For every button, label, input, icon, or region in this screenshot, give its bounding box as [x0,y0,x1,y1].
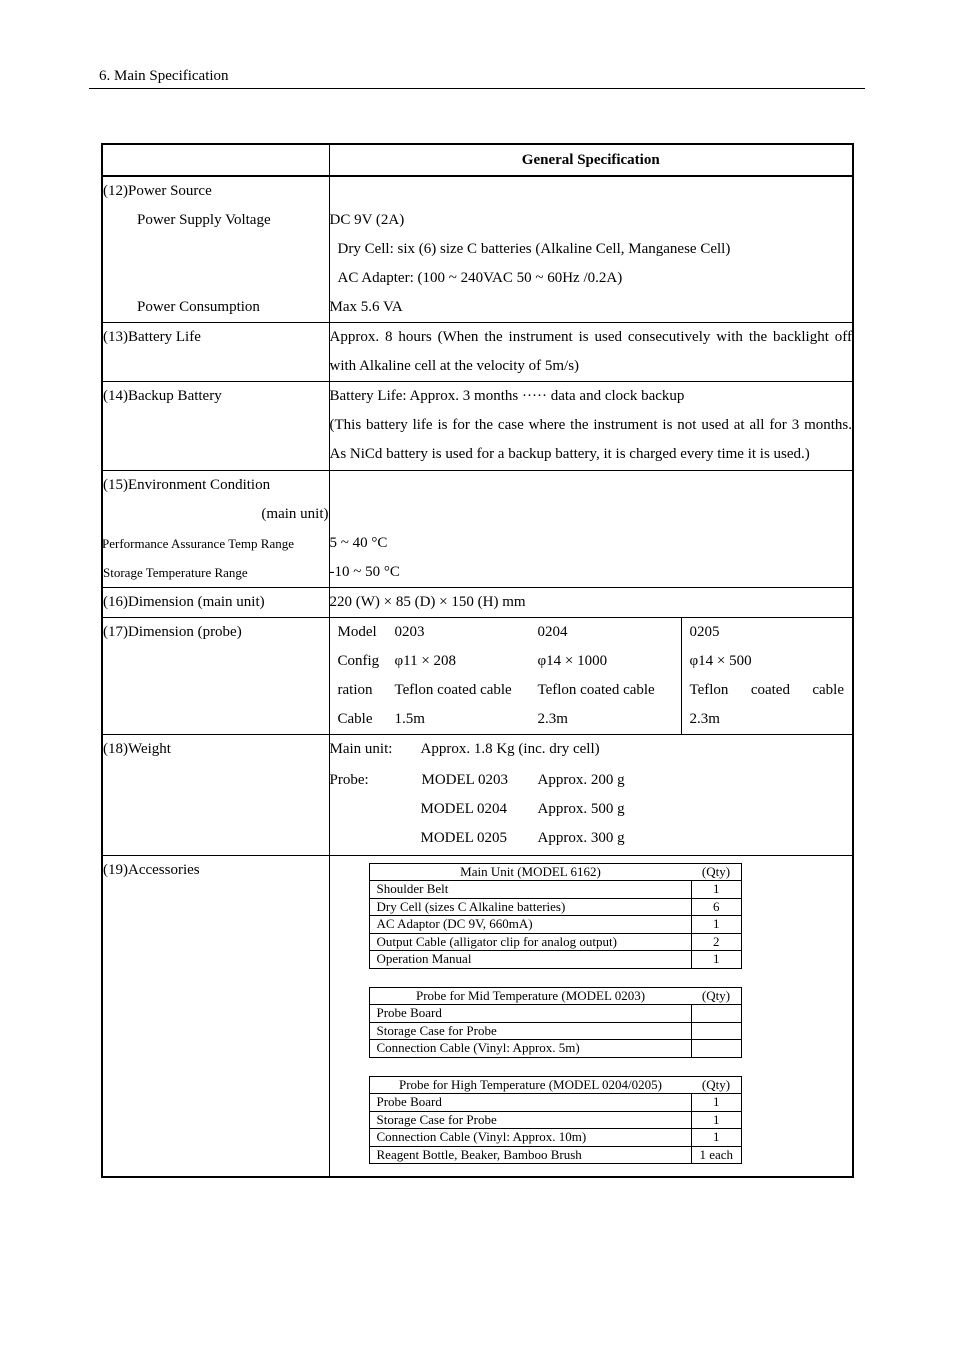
probe-cable: 1.5m [394,710,425,727]
spec-label-cell [102,176,329,323]
probe-cable: 2.3m [537,710,568,727]
weight-probe-value: Approx. 500 g [537,800,625,817]
environment-perf-label: Performance Assurance Temp Range [102,535,294,551]
spec-value-cell [329,470,853,587]
spec-row-battery-life [102,323,853,382]
accessory-item-name: Probe Board [369,1005,692,1023]
weight-probe-model: MODEL 0205 [420,829,508,846]
probe-row-label: ration [337,681,373,698]
table-header-row [102,144,853,176]
spec-value-cell [329,323,853,382]
accessory-item-qty: 1 [692,1094,742,1112]
accessory-qty-header: (Qty) [692,987,742,1005]
environment-storage-value: -10 ~ 50 °C [329,563,400,580]
accessory-item-qty: 1 [692,951,742,969]
accessory-item-name: Storage Case for Probe [369,1111,692,1129]
power-supply-label: Power Supply Voltage [137,212,271,228]
spec-row-environment [102,470,853,587]
spec-label-cell [102,382,329,470]
spec-row-accessories [102,855,853,1177]
spec-value-cell [329,617,853,734]
accessory-item-qty: 1 [692,916,742,934]
accessory-group-title: Probe for High Temperature (MODEL 0204/0205) [369,1076,692,1094]
battery-life-label: (13)Battery Life [103,329,201,345]
accessory-item-qty [692,1040,742,1058]
power-ac-adapter: AC Adapter: (100 ~ 240VAC 50 ~ 60Hz /0.2A) [337,270,623,286]
accessories-label: (19)Accessories [103,861,200,878]
accessory-item-name: Connection Cable (Vinyl: Approx. 5m) [369,1040,692,1058]
accessory-item-qty: 2 [692,933,742,951]
accessory-item-name: Reagent Bottle, Beaker, Bamboo Brush [369,1146,692,1164]
accessory-item-qty: 6 [692,898,742,916]
dimension-main-value: 220 (W) × 85 (D) × 150 (H) mm [329,593,526,610]
spec-row-dimension-probe [102,617,853,734]
accessory-item-name: Shoulder Belt [369,881,692,899]
accessory-table-high-temp-probe [369,1076,742,1165]
probe-column-0205 [681,618,853,734]
probe-row-label: Cable [337,710,373,727]
accessory-item-qty [692,1005,742,1023]
probe-cable: 2.3m [689,710,720,727]
accessory-item-name: Connection Cable (Vinyl: Approx. 10m) [369,1129,692,1147]
spec-value-cell [329,176,853,323]
environment-sub: (main unit) [261,505,329,522]
accessory-item-name: Dry Cell (sizes C Alkaline batteries) [369,898,692,916]
weight-main-label: Main unit: [329,740,393,757]
dimension-probe-label: (17)Dimension (probe) [103,623,242,640]
spec-value-cell [329,734,853,855]
power-consumption-value: Max 5.6 VA [329,299,403,315]
probe-row-label: Model [337,623,377,640]
weight-probe-model: MODEL 0204 [420,800,508,817]
environment-storage-label: Storage Temperature Range [103,564,248,580]
accessory-qty-header: (Qty) [692,863,742,881]
probe-row-label: Config [337,652,380,669]
accessory-item-name: Storage Case for Probe [369,1022,692,1040]
probe-config: φ14 × 500 [689,652,752,669]
accessory-item-name: AC Adaptor (DC 9V, 660mA) [369,916,692,934]
accessory-group-title: Probe for Mid Temperature (MODEL 0203) [369,987,692,1005]
spec-label-cell [102,470,329,587]
spec-row-power [102,176,853,323]
probe-model: 0205 [689,623,720,640]
weight-probe-value: Approx. 300 g [537,829,625,846]
spec-table [101,143,854,1178]
weight-probe-model: MODEL 0203 [421,771,509,788]
power-consumption-label: Power Consumption [137,299,260,315]
accessory-item-qty: 1 [692,881,742,899]
spec-row-dimension-main [102,587,853,617]
accessory-qty-header: (Qty) [692,1076,742,1094]
power-dry-cell: Dry Cell: six (6) size C batteries (Alkaline Cell, Manganese Cell) [337,241,731,257]
probe-config: φ11 × 208 [394,652,457,669]
empty-header-cell [102,144,329,176]
backup-label: (14)Backup Battery [103,388,222,405]
spec-row-weight [102,734,853,855]
header-rule [89,88,865,89]
power-supply-value: DC 9V (2A) [329,212,405,228]
accessory-item-qty: 1 [692,1111,742,1129]
battery-life-value: Approx. 8 hours (When the instrument is used consecutively with the backlight off with Alkaline cell at the velocity of 5m/s) [329,329,852,374]
spec-label-cell [102,323,329,382]
probe-column-0204 [530,618,681,734]
spec-value-cell [329,382,853,470]
page-header-title: 6. Main Specification [99,68,229,84]
accessory-item-qty: 1 [692,1129,742,1147]
spec-label-cell [102,617,329,734]
probe-column-0203 [330,618,530,734]
probe-model: 0203 [394,623,425,640]
spec-row-backup-battery [102,382,853,470]
column-header: General Specification [329,144,853,176]
weight-probe-value: Approx. 200 g [537,771,625,788]
probe-config: φ14 × 1000 [537,652,608,669]
power-label: (12)Power Source [103,183,212,199]
probe-ration: Teflon coated cable [394,681,512,698]
environment-perf-value: 5 ~ 40 °C [329,534,388,551]
dimension-main-label: (16)Dimension (main unit) [103,593,265,610]
accessory-item-qty: 1 each [692,1146,742,1164]
probe-ration: Teflon coated cable [537,681,655,698]
accessory-item-name: Probe Board [369,1094,692,1112]
probe-ration: Teflon coated cable [689,681,844,698]
backup-note: (This battery life is for the case where the instrument is not used at all for 3 months. As NiCd battery is used for a backup battery, it is charged every time it is used.) [329,417,852,463]
probe-dimension-grid [330,618,853,734]
accessory-item-name: Output Cable (alligator clip for analog output) [369,933,692,951]
weight-probe-label: Probe: [329,771,369,788]
accessory-table-main-unit [369,863,742,969]
weight-main-value: Approx. 1.8 Kg (inc. dry cell) [420,740,600,757]
probe-model: 0204 [537,623,568,640]
weight-label: (18)Weight [103,740,171,757]
accessory-table-mid-temp-probe [369,987,742,1058]
spec-label-cell [102,587,329,617]
accessory-item-name: Operation Manual [369,951,692,969]
spec-value-cell [329,855,853,1177]
environment-label: (15)Environment Condition [103,476,271,493]
accessory-group-title: Main Unit (MODEL 6162) [369,863,692,881]
spec-label-cell [102,855,329,1177]
spec-value-cell [329,587,853,617]
spec-label-cell [102,734,329,855]
accessory-item-qty [692,1022,742,1040]
backup-line1: Battery Life: Approx. 3 months ····· data and clock backup [329,388,685,405]
